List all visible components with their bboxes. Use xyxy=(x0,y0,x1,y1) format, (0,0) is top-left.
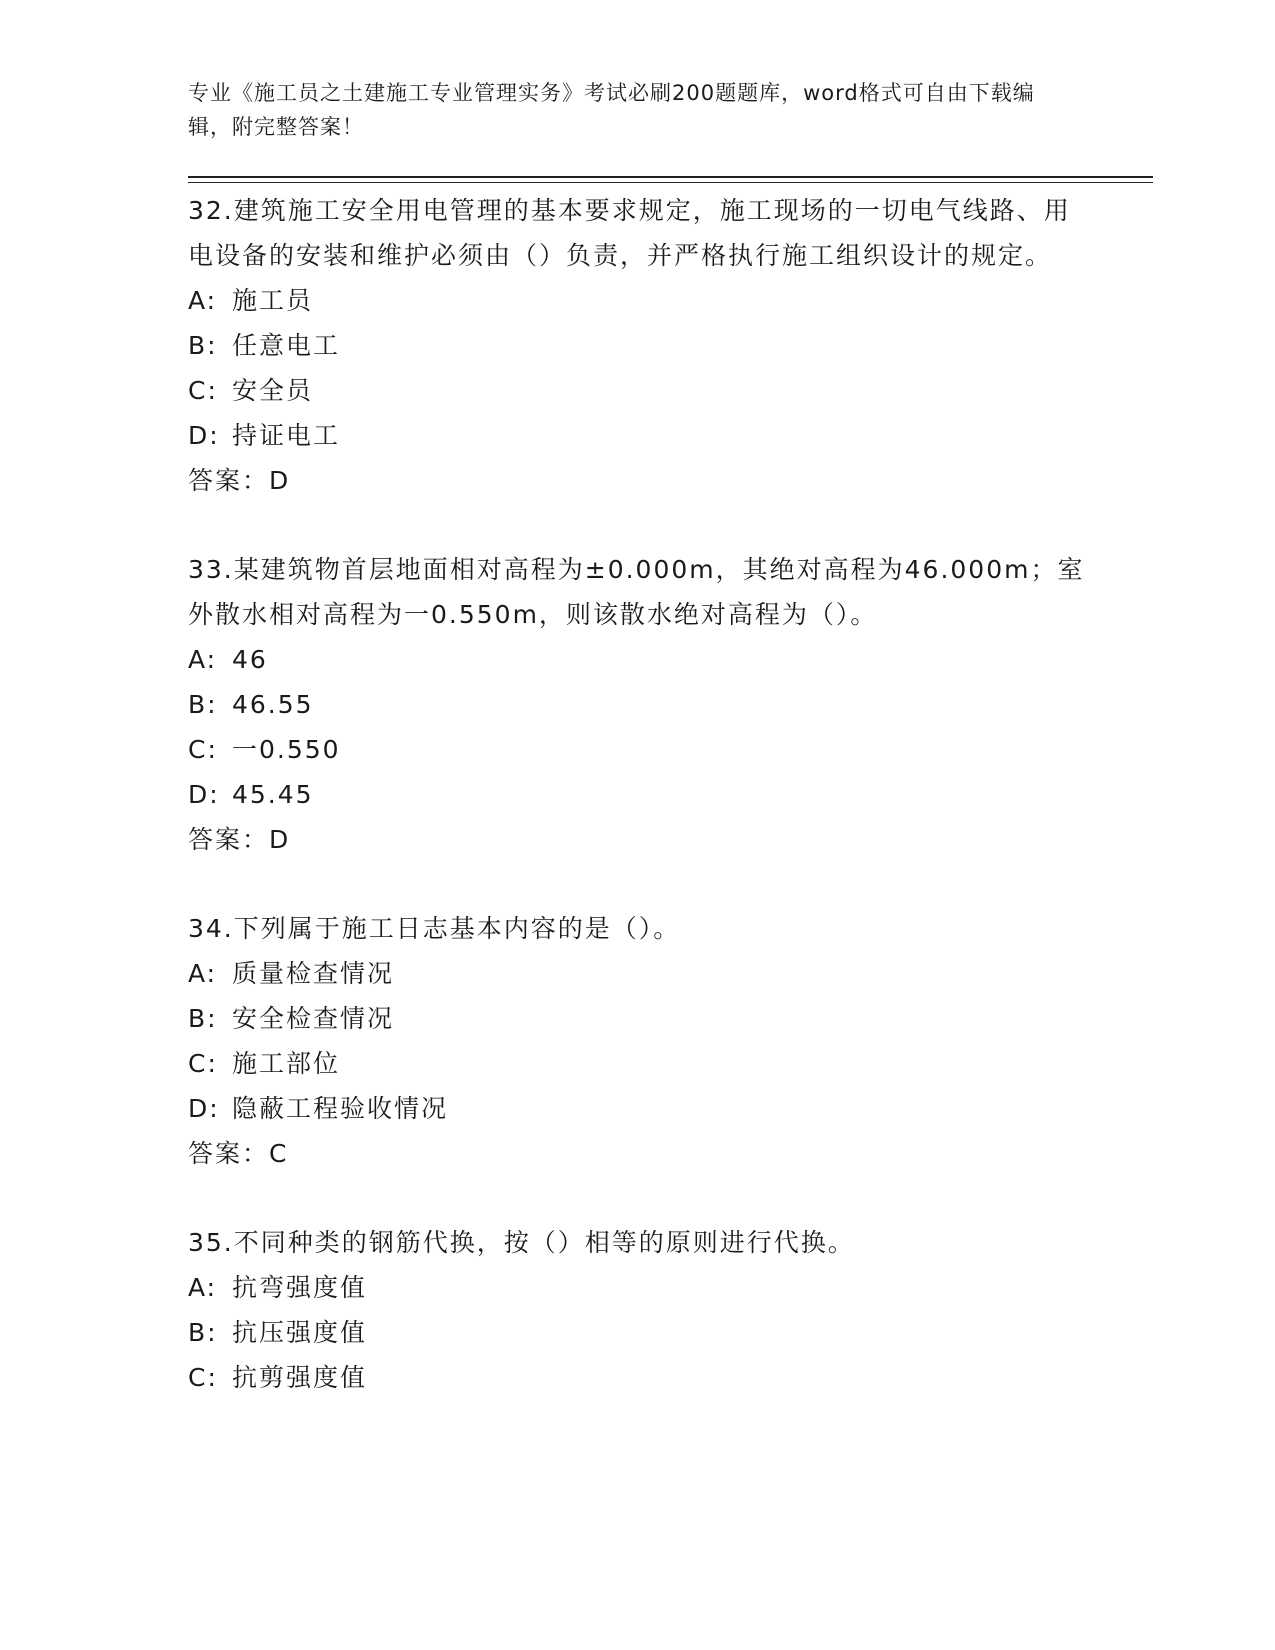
option-letter: A: xyxy=(188,1273,218,1302)
option-text: 46.55 xyxy=(232,690,314,719)
option-letter: B: xyxy=(188,1004,218,1033)
answer-line: 答案：D xyxy=(188,466,291,495)
document-intro: 专业《施工员之土建施工专业管理实务》考试必刷200题题库，word格式可自由下载编辑，附完整答案！ xyxy=(188,81,1035,139)
option-letter: B: xyxy=(188,1318,218,1347)
question-text: 34.下列属于施工日志基本内容的是（）。 xyxy=(188,914,681,943)
option-text: 施工部位 xyxy=(232,1049,341,1078)
option-letter: C: xyxy=(188,1049,218,1078)
option-letter: B: xyxy=(188,331,218,360)
option-a xyxy=(188,1265,1088,1310)
option-letter: C: xyxy=(188,376,218,405)
question-34 xyxy=(188,906,1088,1176)
option-d xyxy=(188,1086,1088,1131)
option-c xyxy=(188,1355,1088,1400)
option-text: 质量检查情况 xyxy=(232,959,395,988)
question-33 xyxy=(188,547,1088,862)
option-letter: B: xyxy=(188,690,218,719)
option-b xyxy=(188,682,1088,727)
question-32 xyxy=(188,188,1088,503)
option-text: 任意电工 xyxy=(232,331,341,360)
option-text: 抗剪强度值 xyxy=(232,1363,368,1392)
option-b xyxy=(188,323,1088,368)
option-letter: C: xyxy=(188,735,218,764)
option-text: 安全检查情况 xyxy=(232,1004,395,1033)
divider-thin xyxy=(188,182,1153,183)
question-list xyxy=(188,188,1088,1444)
option-text: 抗弯强度值 xyxy=(232,1273,368,1302)
option-letter: A: xyxy=(188,959,218,988)
option-a xyxy=(188,278,1088,323)
option-a xyxy=(188,637,1088,682)
question-35 xyxy=(188,1220,1088,1400)
divider-thick xyxy=(188,176,1153,178)
question-text: 33.某建筑物首层地面相对高程为±0.000m，其绝对高程为46.000m；室外散水相对高程为一0.550m，则该散水绝对高程为（）。 xyxy=(188,555,1085,629)
option-letter: D: xyxy=(188,780,220,809)
option-letter: A: xyxy=(188,286,218,315)
option-text: 隐蔽工程验收情况 xyxy=(232,1094,449,1123)
option-letter: C: xyxy=(188,1363,218,1392)
option-text: 持证电工 xyxy=(232,421,341,450)
question-text: 32.建筑施工安全用电管理的基本要求规定，施工现场的一切电气线路、用电设备的安装和维护必须由（）负责，并严格执行施工组织设计的规定。 xyxy=(188,196,1071,270)
option-letter: A: xyxy=(188,645,218,674)
option-d xyxy=(188,413,1088,458)
option-d xyxy=(188,772,1088,817)
option-a xyxy=(188,951,1088,996)
option-text: 46 xyxy=(232,645,268,674)
answer-line: 答案：D xyxy=(188,825,291,854)
option-text: 45.45 xyxy=(232,780,314,809)
option-text: 施工员 xyxy=(232,286,314,315)
option-letter: D: xyxy=(188,421,220,450)
option-text: 一0.550 xyxy=(232,735,341,764)
option-text: 安全员 xyxy=(232,376,314,405)
option-c xyxy=(188,1041,1088,1086)
option-text: 抗压强度值 xyxy=(232,1318,368,1347)
question-text: 35.不同种类的钢筋代换，按（）相等的原则进行代换。 xyxy=(188,1228,855,1257)
option-c xyxy=(188,727,1088,772)
option-b xyxy=(188,1310,1088,1355)
option-c xyxy=(188,368,1088,413)
option-b xyxy=(188,996,1088,1041)
option-letter: D: xyxy=(188,1094,220,1123)
answer-line: 答案：C xyxy=(188,1139,289,1168)
